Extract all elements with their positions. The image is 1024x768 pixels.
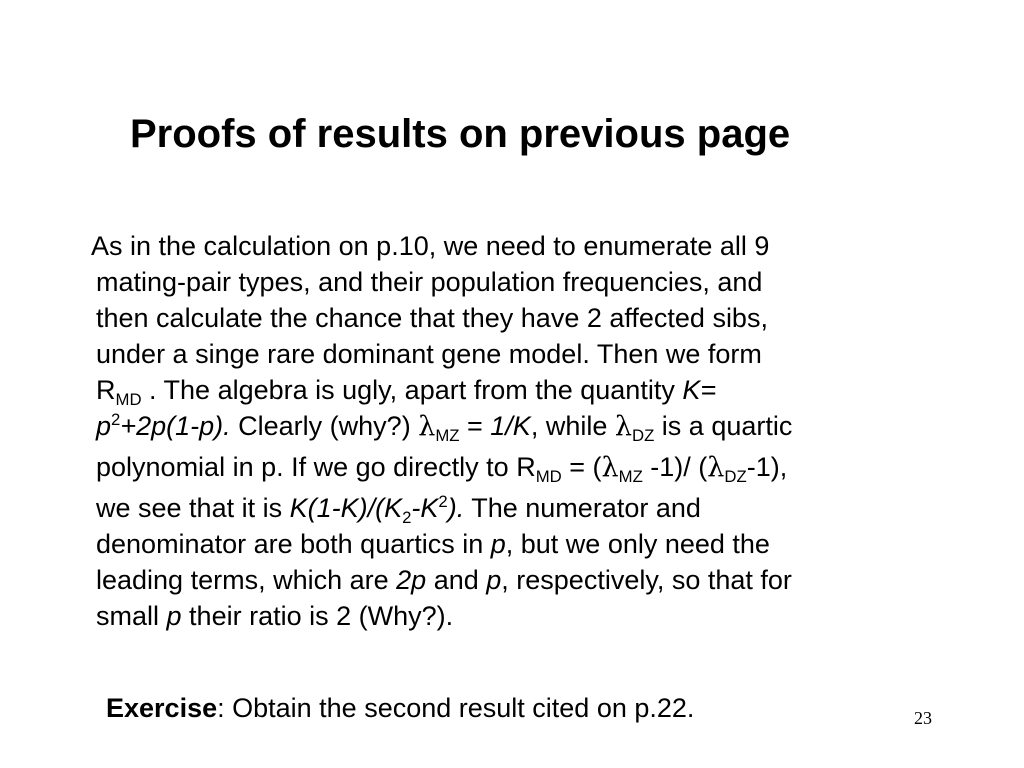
- math-italic: K=: [682, 375, 717, 405]
- math-italic: 2p: [396, 565, 427, 595]
- paragraph-line: [96, 336, 996, 372]
- lambda-symbol: λ: [614, 411, 632, 442]
- subscript: DZ: [724, 466, 747, 486]
- subscript: 2: [402, 507, 412, 527]
- math-italic: -K: [411, 493, 439, 523]
- text-run: and: [426, 565, 487, 595]
- paragraph-line: [96, 526, 996, 562]
- paragraph-line: [96, 562, 996, 598]
- paragraph-line: [96, 300, 996, 336]
- paragraph-line: [96, 372, 996, 408]
- exercise-label: Exercise: [106, 693, 218, 723]
- text-run: , respectively, so that for: [501, 565, 792, 595]
- text-run: is a quartic: [654, 411, 793, 441]
- text-run: we see that it is: [96, 493, 290, 523]
- text-run: then calculate the chance that they have 2 affected sibs,: [96, 303, 768, 333]
- math-italic: ).: [447, 493, 465, 523]
- text-run: denominator are both quartics in: [96, 529, 491, 559]
- subscript: MD: [535, 466, 562, 486]
- math-italic: p: [96, 411, 112, 441]
- text-run: under a singe rare dominant gene model. Then we form: [96, 339, 762, 369]
- paragraph-line: [96, 408, 996, 445]
- math-italic: p: [490, 529, 506, 559]
- subscript: MZ: [618, 466, 643, 486]
- text-run: , but we only need the: [505, 529, 770, 559]
- text-run: small: [96, 601, 167, 631]
- subscript: MZ: [435, 425, 460, 445]
- paragraph-line: [96, 598, 996, 634]
- exercise-text: : Obtain the second result cited on p.22.: [217, 693, 695, 723]
- paragraph-line: [96, 445, 996, 490]
- slide-title: Proofs of results on previous page: [130, 112, 791, 156]
- text-run: Clearly (why?): [230, 411, 419, 441]
- math-italic: p: [486, 565, 502, 595]
- text-run: polynomial in p. If we go directly to R: [96, 452, 536, 482]
- text-run: The numerator and: [464, 493, 701, 523]
- math-italic: p: [166, 601, 182, 631]
- lambda-symbol: λ: [707, 452, 725, 483]
- lambda-symbol: λ: [601, 452, 619, 483]
- math-italic: +2p(1-p).: [120, 411, 231, 441]
- exercise-line: [106, 690, 694, 726]
- text-run: =: [459, 411, 491, 441]
- text-run: = (: [561, 452, 602, 482]
- paragraph-line: [96, 264, 996, 300]
- paragraph-line: [91, 228, 996, 264]
- superscript: 2: [438, 491, 448, 511]
- text-run: leading terms, which are: [96, 565, 397, 595]
- text-run: . The algebra is ugly, apart from the quantity: [141, 375, 683, 405]
- superscript: 2: [111, 409, 121, 429]
- text-run: As in the calculation on p.10, we need to enumerate all 9: [91, 231, 770, 261]
- text-run: -1)/ (: [642, 452, 708, 482]
- text-run: their ratio is 2 (Why?).: [181, 601, 454, 631]
- math-italic: K(1-K)/(K: [289, 493, 403, 523]
- text-run: -1),: [746, 452, 788, 482]
- text-run: , while: [530, 411, 615, 441]
- lambda-symbol: λ: [418, 411, 436, 442]
- paragraph-line: [96, 490, 996, 526]
- text-run: mating-pair types, and their population frequencies, and: [96, 267, 763, 297]
- math-italic: 1/K: [490, 411, 531, 441]
- body-paragraph: [91, 228, 996, 634]
- subscript: MD: [115, 389, 142, 409]
- text-run: R: [96, 375, 116, 405]
- subscript: DZ: [631, 425, 655, 445]
- page-number: 23: [914, 708, 932, 728]
